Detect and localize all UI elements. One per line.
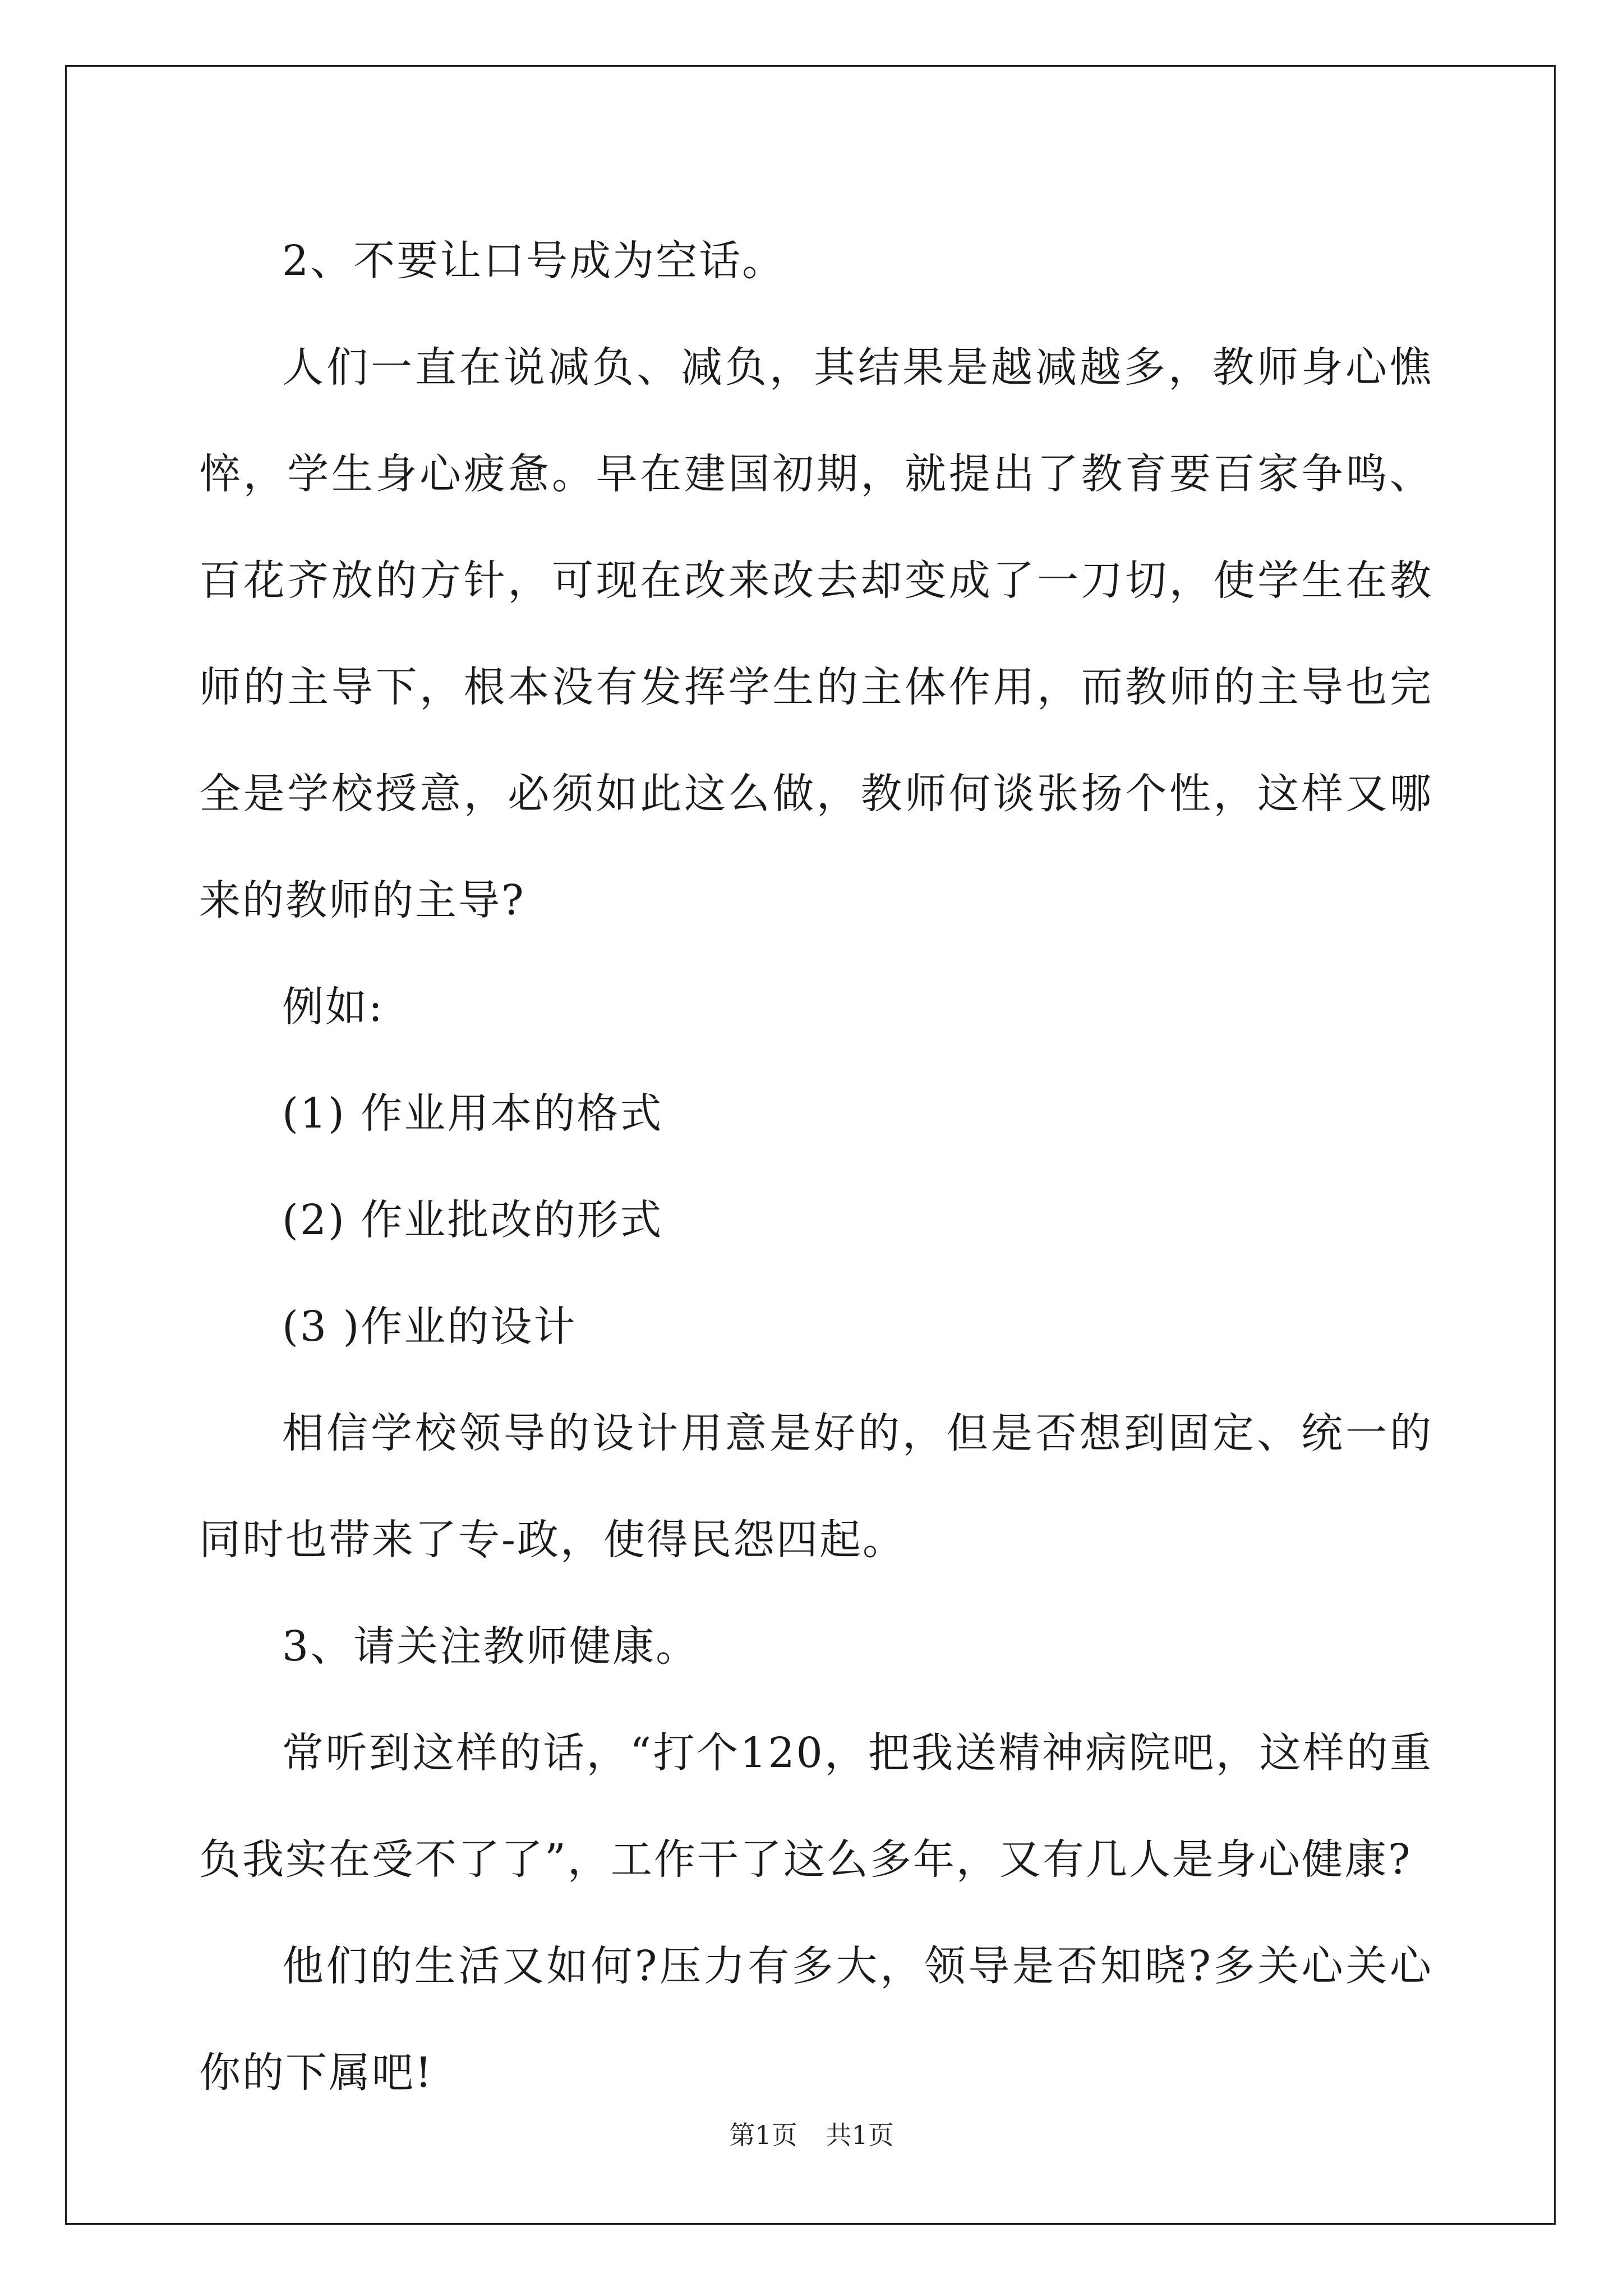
list-item-3: (3 )作业的设计 — [282, 1303, 577, 1351]
body-paragraph-burden: 人们一直在说减负、减负，其结果是越减越多，教师身心憔悴，学生身心疲惫。早在建国初期，就提出了教育要百家争鸣、百花齐放的方针，可现在改来改去却变成了一刀切，使学生在教师的主导下，根本没有发挥学生的主体作用，而教师的主导也完全是学校授意，必须如此这么做，教师何谈张扬个性，这样又哪来的教师的主导? — [199, 343, 1433, 924]
heading-item-3: 3、请关注教师健康。 — [282, 1622, 699, 1671]
page-number-current: 第1页 — [729, 2120, 797, 2150]
page-footer — [0, 2115, 1623, 2152]
example-intro: 例如: — [282, 983, 384, 1031]
body-paragraph-closing: 他们的生活又如何?压力有多大，领导是否知晓?多关心关心你的下属吧! — [199, 1942, 1433, 2097]
body-paragraph-quote: 常听到这样的话，“打个120，把我送精神病院吧，这样的重负我实在受不了了”，工作干了这么多年，又有几人是身心健康? — [199, 1729, 1433, 1884]
heading-item-2: 2、不要让口号成为空话。 — [282, 237, 786, 285]
body-paragraph-leadership: 相信学校领导的设计用意是好的，但是否想到固定、统一的同时也带来了专-政，使得民怨四起。 — [199, 1409, 1433, 1564]
document-body — [199, 208, 1433, 2126]
page-number-total: 共1页 — [826, 2120, 894, 2150]
list-item-2: (2) 作业批改的形式 — [282, 1196, 663, 1244]
list-item-1: (1) 作业用本的格式 — [282, 1089, 663, 1138]
